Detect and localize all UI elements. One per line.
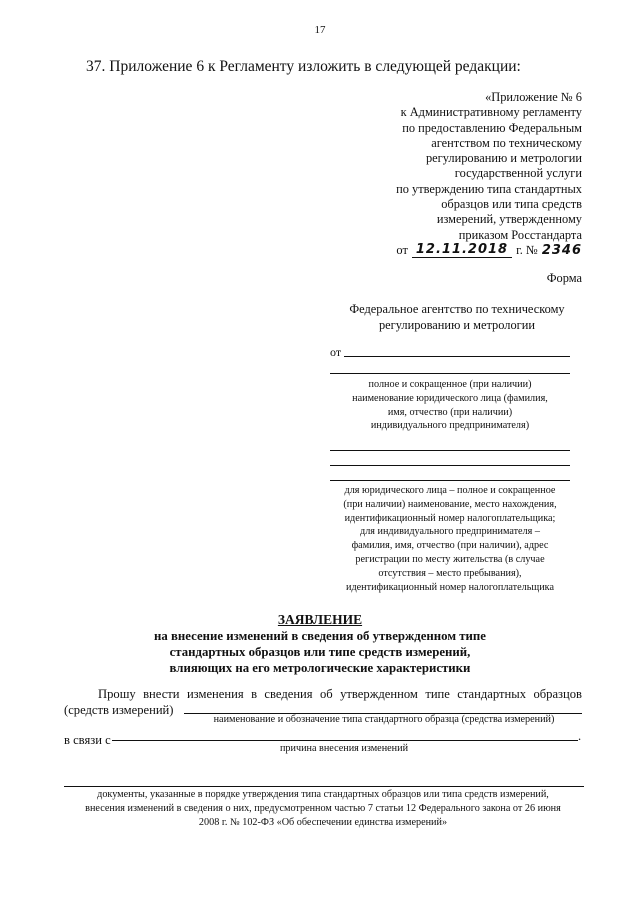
appendix-line: агентством по техническому [431,135,582,150]
blank-line[interactable] [330,465,570,466]
title-line: влияющих на его метрологические характеристики [169,661,471,675]
appendix-line: измерений, утвержденному [436,212,582,227]
hint-line: (при наличии) наименование, место нахождения, [343,498,557,510]
title-line: на внесение изменений в сведения об утвержденном типе [154,629,486,643]
order-date-line [282,243,582,258]
request-text: Прошу внести изменения в сведения об утвержденном типе стандартных образцов [98,687,582,701]
hint-line: наименование юридического лица (фамилия, [352,392,548,404]
request-text-2: (средств измерений) [64,703,174,717]
agency-name [322,301,592,333]
page-number: 17 [314,24,326,36]
hint-line: индивидуального предпринимателя) [370,420,530,432]
hint-applicant-details [330,484,570,594]
title-heading: ЗАЯВЛЕНИЕ [277,612,363,627]
hint-applicant-name [330,378,570,433]
hint-line: идентификационный номер налогоплательщика; [344,512,556,524]
hint-reason: причина внесения изменений [279,743,409,754]
blank-line[interactable] [330,450,570,451]
appendix-line: по предоставлению Федеральным [402,120,582,135]
date-prefix: от [396,242,408,257]
form-label: Форма [546,271,582,285]
agency-line: Федеральное агентство по техническому [349,302,565,316]
hint-line: фамилия, имя, отчество (при наличии), адрес [351,540,549,552]
appendix-line: образцов или типа средств [441,197,582,212]
hint-line: имя, отчество (при наличии) [387,406,513,418]
hint-line: регистрации по месту жительства (в случае [355,553,545,565]
order-date: 12.11.2018 [412,243,512,258]
item-37-heading: 37. Приложение 6 к Регламенту изложить в следующей редакции: [86,58,521,75]
title-line: стандартных образцов или типе средств измерений, [169,645,471,659]
blank-line[interactable] [330,480,570,481]
hint-line: полное и сокращенное (при наличии) [368,379,532,390]
from-blank-line-2[interactable] [330,373,570,374]
appendix-line: регулированию и метрологии [425,151,582,166]
appendix-line: «Приложение № 6 [485,90,582,104]
hint-line: 2008 г. № 102-ФЗ «Об обеспечении единства измерений» [198,816,448,828]
documents-blank-line[interactable] [64,786,584,787]
appendix-header [282,90,582,258]
hint-line: отсутствия – место пребывания), [378,567,522,579]
appendix-line: государственной услуги [454,166,582,181]
agency-line: регулированию и метрологии [378,318,536,332]
reason-label: в связи с [64,733,111,747]
hint-line: документы, указанные в порядке утверждения типа стандартных образцов или типа средств измерений, [97,789,549,800]
hint-line: для юридического лица – полное и сокращенное [344,485,556,496]
reason-blank-line[interactable] [112,740,578,741]
appendix-line: приказом Росстандарта [458,227,582,242]
appendix-line: к Административному регламенту [400,105,582,120]
order-number: 2346 [541,243,582,259]
appendix-line: по утверждению типа стандартных [396,181,582,196]
hint-type-name: наименование и обозначение типа стандартного образца (средства измерений) [213,714,555,725]
number-prefix: г. № [516,242,538,257]
hint-line: идентификационный номер налогоплательщика [346,581,554,593]
hint-line: внесения изменений в сведения о них, предусмотренном частью 7 статьи 12 Федерального закона от 26 июня [85,802,561,814]
from-blank-line[interactable] [344,356,570,357]
application-title [0,612,640,676]
hint-line: для индивидуального предпринимателя – [360,526,540,538]
from-label: от [330,345,342,359]
hint-documents [62,788,584,829]
reason-end-period: . [578,729,582,743]
